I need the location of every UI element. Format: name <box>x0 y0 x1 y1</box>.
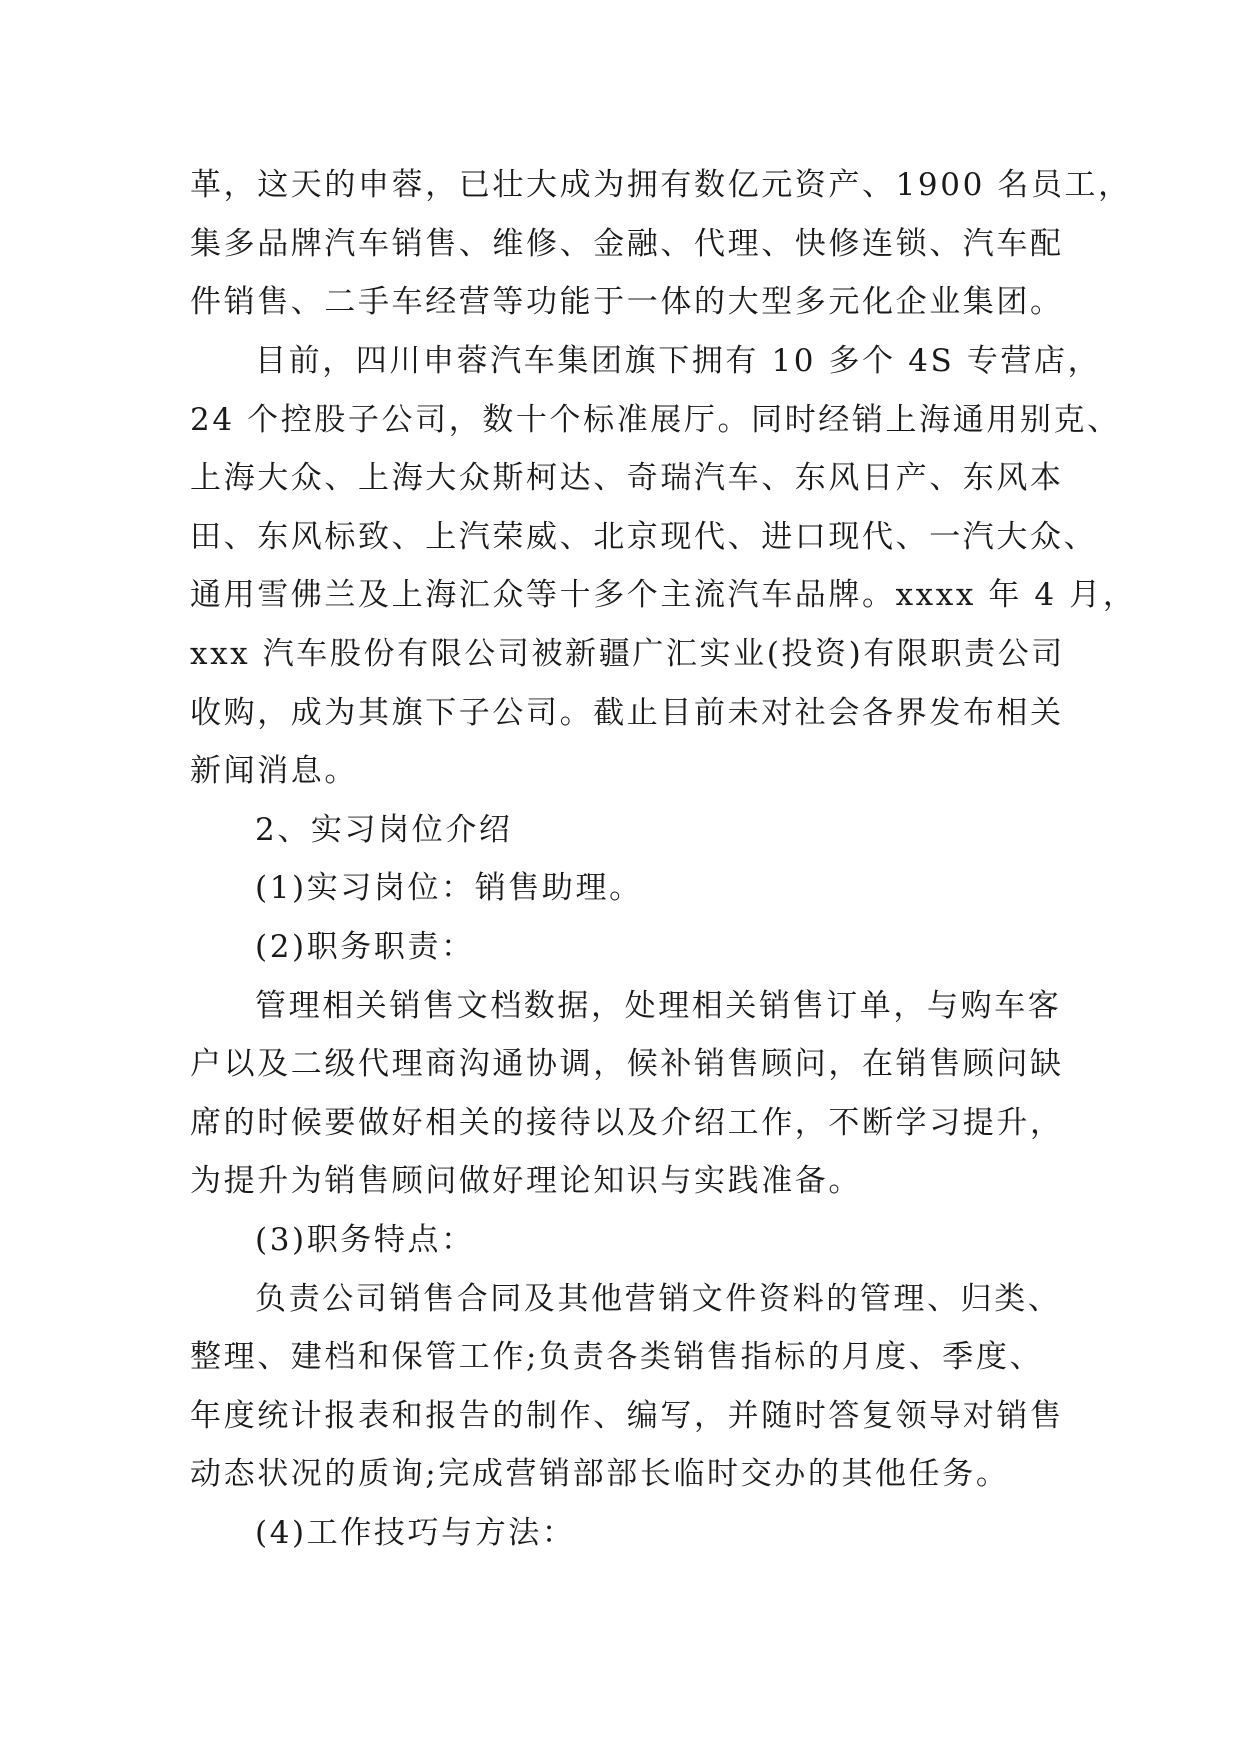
paragraph-line: 为提升为销售顾问做好理论知识与实践准备。 <box>190 1163 862 1199</box>
sub-heading: (1)实习岗位：销售助理。 <box>255 870 643 906</box>
paragraph-line: 件销售、二手车经营等功能于一体的大型多元化企业集团。 <box>190 284 1064 320</box>
sub-heading: (2)职务职责： <box>255 929 475 965</box>
paragraph-line: 田、东风标致、上汽荣威、北京现代、进口现代、一汽大众、 <box>190 519 1098 555</box>
paragraph-line: 整理、建档和保管工作;负责各类销售指标的月度、季度、 <box>190 1339 1044 1375</box>
paragraph-line: 负责公司销售合同及其他营销文件资料的管理、归类、 <box>255 1281 1062 1317</box>
paragraph-line: 收购，成为其旗下子公司。截止目前未对社会各界发布相关 <box>190 695 1064 731</box>
paragraph-line: 24 个控股子公司，数十个标准展厅。同时经销上海通用别克、 <box>190 402 1121 438</box>
sub-heading: (4)工作技巧与方法： <box>255 1515 576 1551</box>
paragraph-line: 革，这天的申蓉，已壮大成为拥有数亿元资产、1900 名员工， <box>190 167 1132 203</box>
paragraph-line: 上海大众、上海大众斯柯达、奇瑞汽车、东风日产、东风本 <box>190 460 1064 496</box>
paragraph-line: xxx 汽车股份有限公司被新疆广汇实业(投资)有限职责公司 <box>190 636 1065 672</box>
paragraph-line: 新闻消息。 <box>190 753 358 789</box>
paragraph-line: 动态状况的质询;完成营销部部长临时交办的其他任务。 <box>190 1456 1010 1492</box>
paragraph-line: 目前，四川申蓉汽车集团旗下拥有 10 多个 4S 专营店， <box>255 343 1102 379</box>
paragraph-line: 户以及二级代理商沟通协调，候补销售顾问，在销售顾问缺 <box>190 1046 1064 1082</box>
sub-heading: (3)职务特点： <box>255 1222 475 1258</box>
section-heading: 2、实习岗位介绍 <box>255 812 513 848</box>
paragraph-line: 通用雪佛兰及上海汇众等十多个主流汽车品牌。xxxx 年 4 月， <box>190 577 1137 613</box>
paragraph-line: 管理相关销售文档数据，处理相关销售订单，与购车客 <box>255 988 1062 1024</box>
paragraph-line: 年度统计报表和报告的制作、编写，并随时答复领导对销售 <box>190 1398 1064 1434</box>
paragraph-line: 席的时候要做好相关的接待以及介绍工作，不断学习提升， <box>190 1105 1064 1141</box>
paragraph-line: 集多品牌汽车销售、维修、金融、代理、快修连锁、汽车配 <box>190 226 1064 262</box>
